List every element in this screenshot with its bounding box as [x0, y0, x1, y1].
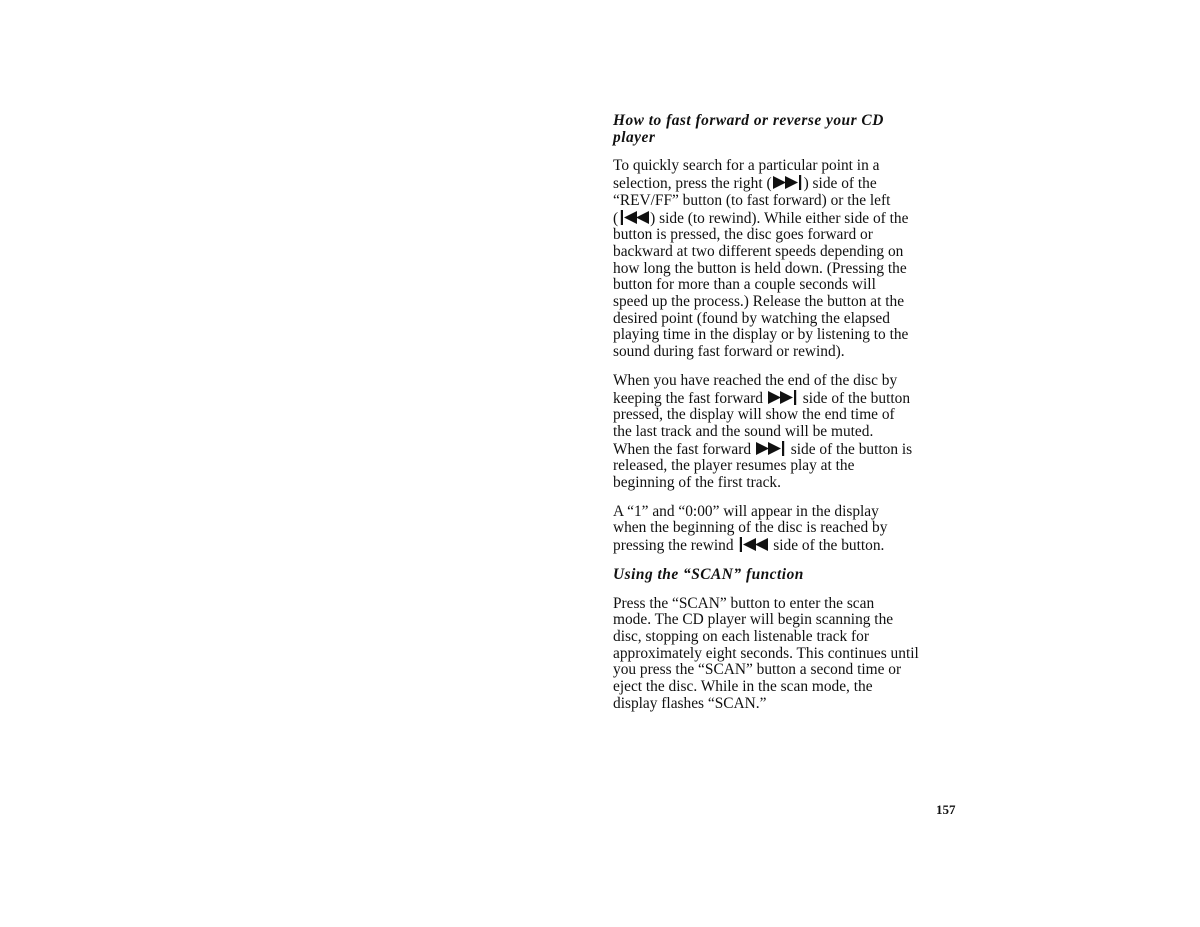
text-line: disc, stopping on each listenable track for [613, 627, 870, 645]
text-line: “REV/FF” button (to fast forward) or the left [613, 191, 891, 209]
text-line: released, the player resumes play at the [613, 457, 855, 475]
text-line: pressed, the display will show the end time of [613, 406, 895, 424]
rewind-icon [738, 537, 768, 552]
heading-line: How to fast forward or reverse your CD [613, 112, 884, 129]
text-line: display flashes “SCAN.” [613, 694, 767, 712]
text-fragment: side of the button is [790, 440, 913, 458]
page-number: 157 [936, 802, 956, 817]
text-fragment: selection, press the right ( [613, 175, 772, 193]
text-line: backward at two different speeds depending on [613, 242, 904, 260]
text-line: speed up the process.) Release the button at the [613, 293, 905, 311]
text-line: mode. The CD player will begin scanning the [613, 611, 894, 629]
text-fragment: pressing the rewind [613, 537, 734, 555]
paragraph-end-of-disc [613, 373, 963, 492]
text-fragment: ) side of the [803, 175, 877, 193]
section-heading-scan [613, 567, 963, 584]
fast-forward-icon [773, 175, 803, 190]
section-heading-fast-forward [613, 113, 963, 146]
text-line: when the beginning of the disc is reached by [613, 519, 888, 537]
text-line: A “1” and “0:00” will appear in the display [613, 502, 879, 520]
text-fragment: keeping the fast forward [613, 389, 763, 407]
text-line [613, 175, 963, 193]
fast-forward-icon [756, 441, 786, 456]
text-line: desired point (found by watching the elapsed [613, 309, 890, 327]
text-column [613, 113, 963, 725]
paragraph-fast-search [613, 158, 963, 360]
text-line [613, 390, 963, 408]
text-fragment: side of the button. [773, 537, 885, 555]
text-line [613, 441, 963, 459]
heading-line: player [613, 128, 656, 146]
text-line: sound during fast forward or rewind). [613, 343, 845, 361]
text-line: you press the “SCAN” button a second time or [613, 661, 902, 679]
text-line: Press the “SCAN” button to enter the scan [613, 594, 875, 612]
text-line: eject the disc. While in the scan mode, the [613, 678, 873, 696]
text-line: the last track and the sound will be muted. [613, 422, 874, 440]
text-line: button is pressed, the disc goes forward or [613, 226, 873, 244]
text-line: To quickly search for a particular point in a [613, 157, 880, 175]
fast-forward-icon [768, 390, 798, 405]
heading-line: Using the “SCAN” function [613, 565, 804, 583]
text-line [613, 210, 963, 228]
text-line: playing time in the display or by listening to the [613, 326, 909, 344]
text-line: beginning of the first track. [613, 474, 781, 492]
rewind-icon [619, 210, 649, 225]
text-fragment: side of the button [802, 389, 911, 407]
text-fragment: When the fast forward [613, 440, 752, 458]
text-line: how long the button is held down. (Pressing the [613, 259, 907, 277]
text-fragment: ) side (to rewind). While either side of the [650, 209, 909, 227]
paragraph-scan [613, 596, 963, 713]
text-line: approximately eight seconds. This continues until [613, 644, 919, 662]
text-line: When you have reached the end of the disc by [613, 371, 898, 389]
text-line [613, 537, 963, 555]
text-line: button for more than a couple seconds will [613, 276, 876, 294]
text-fragment: ( [613, 209, 619, 227]
paragraph-beginning-of-disc [613, 504, 963, 555]
